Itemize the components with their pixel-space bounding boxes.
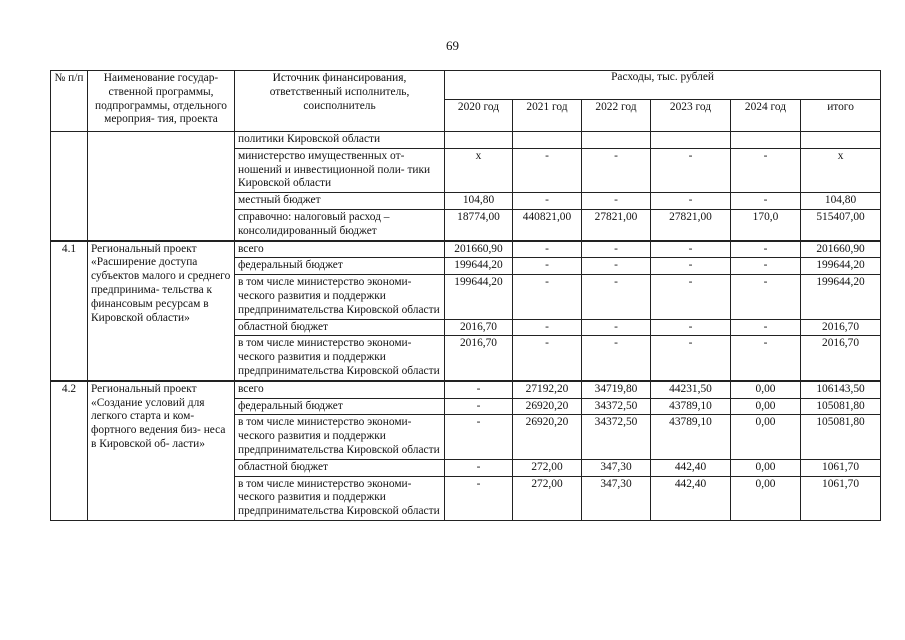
value-cell	[651, 132, 731, 149]
value-cell: 106143,50	[801, 381, 881, 398]
value-cell: 1061,70	[801, 476, 881, 520]
value-cell: -	[651, 319, 731, 336]
value-cell: -	[651, 193, 731, 210]
value-cell: 34372,50	[582, 398, 651, 415]
value-cell: 201660,90	[801, 241, 881, 258]
header-year-2024: 2024 год	[731, 99, 801, 131]
value-cell: x	[801, 148, 881, 192]
source-cell: министерство имущественных от- ношений и инвестиционной поли- тики Кировской области	[235, 148, 445, 192]
value-cell: 0,00	[731, 381, 801, 398]
value-cell: 272,00	[513, 459, 582, 476]
source-cell: в том числе министерство экономи- ческого развития и поддержки предпринимательства Кировской области	[235, 476, 445, 520]
value-cell: -	[731, 193, 801, 210]
value-cell: -	[651, 336, 731, 381]
value-cell: -	[731, 258, 801, 275]
value-cell: 440821,00	[513, 209, 582, 240]
value-cell: -	[445, 381, 513, 398]
value-cell: -	[445, 459, 513, 476]
value-cell: -	[582, 241, 651, 258]
value-cell: 104,80	[445, 193, 513, 210]
value-cell: -	[582, 275, 651, 319]
value-cell: 44231,50	[651, 381, 731, 398]
value-cell: 201660,90	[445, 241, 513, 258]
value-cell: 170,0	[731, 209, 801, 240]
value-cell: 199644,20	[445, 275, 513, 319]
source-cell: федеральный бюджет	[235, 398, 445, 415]
value-cell	[445, 132, 513, 149]
value-cell: 0,00	[731, 459, 801, 476]
header-year-2020: 2020 год	[445, 99, 513, 131]
value-cell: 34372,50	[582, 415, 651, 459]
header-total: итого	[801, 99, 881, 131]
value-cell: 347,30	[582, 459, 651, 476]
value-cell: 105081,80	[801, 415, 881, 459]
value-cell: 272,00	[513, 476, 582, 520]
value-cell: -	[582, 319, 651, 336]
value-cell: 34719,80	[582, 381, 651, 398]
value-cell: -	[582, 193, 651, 210]
value-cell: 2016,70	[801, 336, 881, 381]
row-name-cell: Региональный проект «Расширение доступа субъектов малого и среднего предпринима- тельства к финансовым ресурсам в Кировской области»	[88, 241, 235, 381]
value-cell: -	[651, 258, 731, 275]
header-name: Наименование государ- ственной программы, подпрограммы, отдельного мероприя- тия, проекта	[88, 71, 235, 132]
value-cell: -	[731, 336, 801, 381]
value-cell: -	[651, 275, 731, 319]
value-cell: 442,40	[651, 476, 731, 520]
value-cell: x	[445, 148, 513, 192]
value-cell: -	[651, 148, 731, 192]
value-cell: -	[513, 275, 582, 319]
row-num-cell	[51, 132, 88, 241]
value-cell: -	[445, 476, 513, 520]
header-year-2022: 2022 год	[582, 99, 651, 131]
source-cell: всего	[235, 241, 445, 258]
source-cell: справочно: налоговый расход – консолидированный бюджет	[235, 209, 445, 240]
value-cell: 0,00	[731, 476, 801, 520]
value-cell: -	[731, 319, 801, 336]
value-cell: -	[582, 336, 651, 381]
value-cell: 104,80	[801, 193, 881, 210]
page-number: 69	[446, 38, 459, 53]
value-cell	[582, 132, 651, 149]
value-cell: 0,00	[731, 398, 801, 415]
value-cell: 442,40	[651, 459, 731, 476]
value-cell: 2016,70	[445, 336, 513, 381]
table-row	[51, 381, 881, 398]
value-cell: 27821,00	[651, 209, 731, 240]
value-cell: -	[513, 336, 582, 381]
value-cell: 2016,70	[801, 319, 881, 336]
value-cell: 347,30	[582, 476, 651, 520]
source-cell: федеральный бюджет	[235, 258, 445, 275]
value-cell	[731, 132, 801, 149]
table-row	[51, 132, 881, 149]
value-cell: 27821,00	[582, 209, 651, 240]
value-cell: 105081,80	[801, 398, 881, 415]
source-cell: областной бюджет	[235, 459, 445, 476]
value-cell: -	[513, 319, 582, 336]
value-cell: -	[445, 415, 513, 459]
value-cell: 18774,00	[445, 209, 513, 240]
value-cell: 27192,20	[513, 381, 582, 398]
value-cell: -	[731, 241, 801, 258]
header-year-2023: 2023 год	[651, 99, 731, 131]
row-num-cell: 4.2	[51, 381, 88, 521]
value-cell: 515407,00	[801, 209, 881, 240]
value-cell: -	[731, 275, 801, 319]
row-num-cell: 4.1	[51, 241, 88, 381]
value-cell: -	[582, 258, 651, 275]
value-cell: -	[731, 148, 801, 192]
value-cell	[801, 132, 881, 149]
value-cell: 2016,70	[445, 319, 513, 336]
value-cell: -	[582, 148, 651, 192]
header-num: № п/п	[51, 71, 88, 132]
value-cell: 43789,10	[651, 398, 731, 415]
value-cell	[513, 132, 582, 149]
row-name-cell	[88, 132, 235, 241]
header-year-2021: 2021 год	[513, 99, 582, 131]
value-cell: 0,00	[731, 415, 801, 459]
value-cell: 199644,20	[801, 275, 881, 319]
source-cell: политики Кировской области	[235, 132, 445, 149]
value-cell: 43789,10	[651, 415, 731, 459]
value-cell: 199644,20	[801, 258, 881, 275]
value-cell: 26920,20	[513, 398, 582, 415]
header-expenses: Расходы, тыс. рублей	[445, 71, 881, 100]
source-cell: в том числе министерство экономи- ческого развития и поддержки предпринимательства Кировской области	[235, 415, 445, 459]
value-cell: -	[445, 398, 513, 415]
value-cell: 1061,70	[801, 459, 881, 476]
value-cell: 26920,20	[513, 415, 582, 459]
source-cell: всего	[235, 381, 445, 398]
source-cell: местный бюджет	[235, 193, 445, 210]
value-cell: -	[513, 148, 582, 192]
value-cell: -	[513, 241, 582, 258]
source-cell: областной бюджет	[235, 319, 445, 336]
value-cell: -	[651, 241, 731, 258]
expenses-table	[50, 70, 881, 521]
source-cell: в том числе министерство экономи- ческого развития и поддержки предпринимательства Кировской области	[235, 336, 445, 381]
row-name-cell: Региональный проект «Создание условий для легкого старта и ком- фортного ведения биз- неса в Кировской об- ласти»	[88, 381, 235, 521]
source-cell: в том числе министерство экономи- ческого развития и поддержки предпринимательства Кировской области	[235, 275, 445, 319]
table-row	[51, 241, 881, 258]
header-source: Источник финансирования, ответственный исполнитель, соисполнитель	[235, 71, 445, 132]
value-cell: -	[513, 193, 582, 210]
value-cell: 199644,20	[445, 258, 513, 275]
value-cell: -	[513, 258, 582, 275]
